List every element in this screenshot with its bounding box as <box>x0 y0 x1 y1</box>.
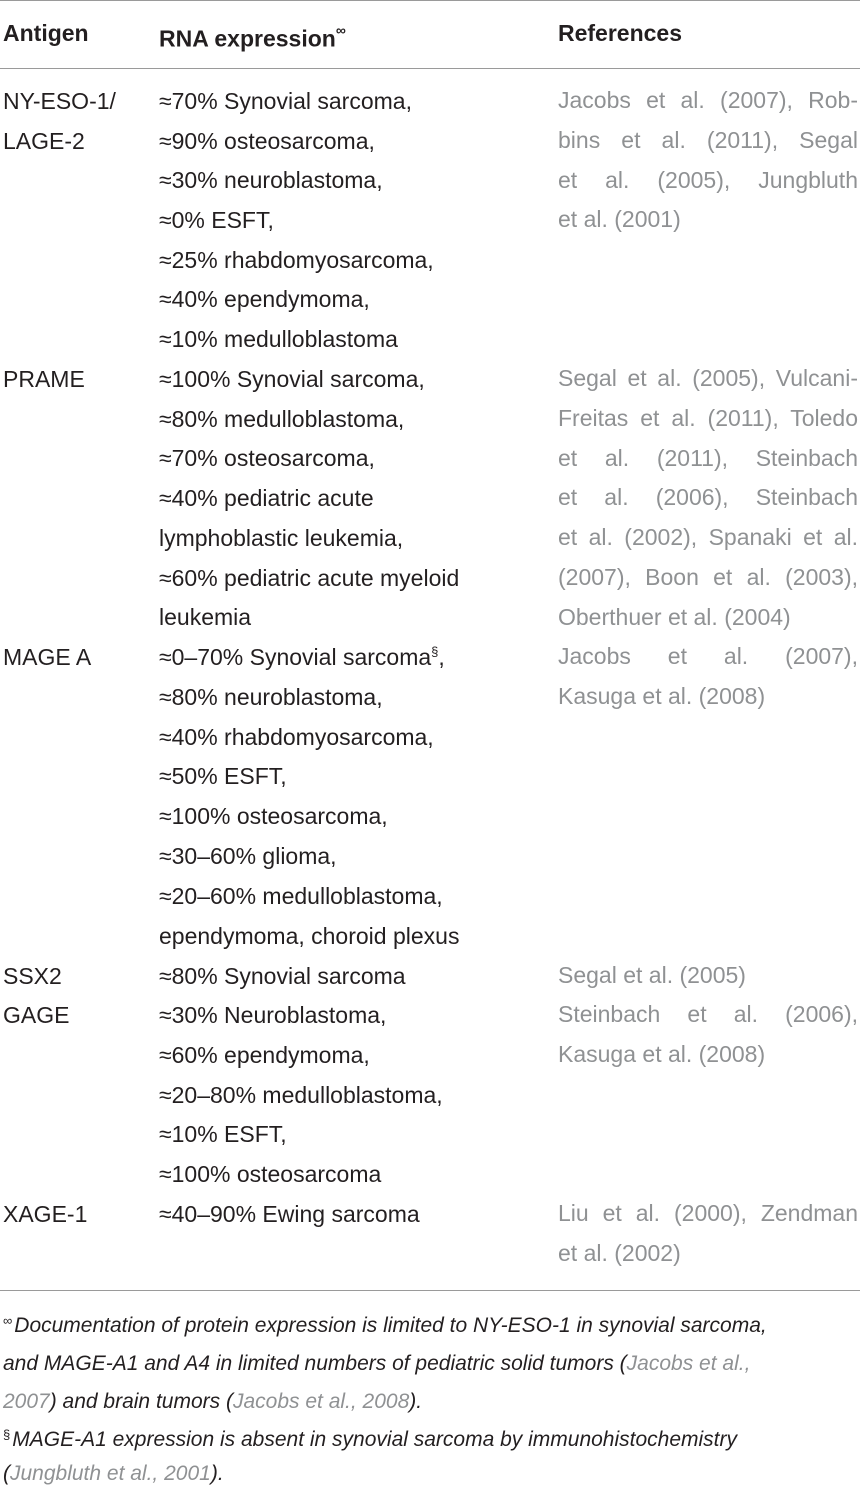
expression-line: ≈60% ependymoma, <box>159 1042 370 1068</box>
rna-expression-footnote-mark: ∞ <box>335 22 346 38</box>
expression-line: ≈70% osteosarcoma, <box>159 445 375 471</box>
reference-line: et al. (2002), Spanaki et al. <box>558 524 858 550</box>
reference-line: (2007), Boon et al. (2003), <box>558 563 858 590</box>
expression-line: ≈10% medulloblastoma <box>159 326 398 352</box>
column-header-references: References <box>558 20 683 46</box>
reference-line: Liu et al. (2000), Zendman <box>558 1200 858 1226</box>
reference-line: et al. (2006), Steinbach <box>558 484 858 511</box>
expression-text: ≈0–70% Synovial sarcoma <box>159 644 432 670</box>
reference-line: Segal et al. (2005) <box>558 962 746 988</box>
references-cell <box>558 359 858 637</box>
reference-line: Steinbach et al. (2006), <box>558 1001 858 1027</box>
expression-line: ≈100% Synovial sarcoma, <box>159 366 425 392</box>
reference-line: Jacobs et al. (2007), Rob- <box>558 87 858 113</box>
footnote-text: ) and brain tumors ( <box>49 1390 233 1413</box>
footnote-citation-link[interactable]: 2007 <box>3 1390 50 1413</box>
expression-line: ≈80% Synovial sarcoma <box>159 963 406 989</box>
reference-line: Oberthuer et al. (2004) <box>558 603 791 630</box>
footnote-text: ( <box>3 1462 10 1485</box>
reference-line: et al. (2005), Jungbluth <box>558 166 858 193</box>
footnote-citation-link[interactable]: Jacobs et al., 2008 <box>232 1390 410 1413</box>
expression-line: ≈100% osteosarcoma <box>159 1161 382 1187</box>
footnote-citation-link[interactable]: Jungbluth et al., 2001 <box>10 1462 211 1485</box>
reference-line: et al. (2002) <box>558 1239 681 1266</box>
footnote-text: ). <box>210 1462 224 1485</box>
expression-line: ≈20–80% medulloblastoma, <box>159 1082 443 1108</box>
reference-line: Kasuga et al. (2008) <box>558 682 766 709</box>
reference-line: Segal et al. (2005), Vulcani- <box>558 365 858 391</box>
expression-line: ependymoma, choroid plexus <box>159 923 460 949</box>
footnote-text: Documentation of protein expression is limited to NY-ESO-1 in synovial sarcoma, <box>14 1314 767 1337</box>
header-rule <box>0 68 860 69</box>
reference-line: Jacobs et al. (2007), <box>558 643 858 669</box>
expression-line: leukemia <box>159 604 252 630</box>
expression-text-tail: , <box>438 644 445 670</box>
expression-line: ≈30% neuroblastoma, <box>159 167 383 193</box>
footnote-text: ). <box>409 1390 423 1413</box>
expression-line: ≈30% Neuroblastoma, <box>159 1002 387 1028</box>
footnote-citation-link[interactable]: Jacobs et al., <box>626 1352 751 1375</box>
expression-line: ≈100% osteosarcoma, <box>159 803 388 829</box>
footnote-2-line-1 <box>3 1425 737 1457</box>
antigen-cell: SSX2 <box>3 963 62 989</box>
expression-line: ≈30–60% glioma, <box>159 843 337 869</box>
expression-line: ≈20–60% medulloblastoma, <box>159 883 443 909</box>
column-header-antigen: Antigen <box>3 20 89 46</box>
footnote-1-line-3 <box>3 1387 422 1417</box>
antigen-cell: LAGE-2 <box>3 128 85 154</box>
references-cell <box>558 81 858 240</box>
rna-expression-label: RNA expression <box>159 25 336 52</box>
reference-line: Freitas et al. (2011), Toledo <box>558 404 858 431</box>
expression-line: ≈80% medulloblastoma, <box>159 406 405 432</box>
footnote-symbol: § <box>3 1427 11 1442</box>
references-cell <box>558 956 858 996</box>
expression-line: ≈10% ESFT, <box>159 1121 287 1147</box>
expression-line: ≈70% Synovial sarcoma, <box>159 88 412 114</box>
antigen-cell: NY-ESO-1/ <box>3 88 116 114</box>
reference-line: bins et al. (2011), Segal <box>558 126 858 153</box>
antigen-cell: MAGE A <box>3 644 92 670</box>
footnote-symbol: ∞ <box>3 1313 13 1328</box>
antigen-cell: PRAME <box>3 366 85 392</box>
expression-line: lymphoblastic leukemia, <box>159 525 404 551</box>
table-bottom-rule <box>0 1290 860 1291</box>
reference-line: et al. (2001) <box>558 206 681 233</box>
reference-line: Kasuga et al. (2008) <box>558 1040 766 1067</box>
references-cell <box>558 637 858 717</box>
expression-line: ≈60% pediatric acute myeloid <box>159 565 460 591</box>
reference-line: et al. (2011), Steinbach <box>558 444 858 471</box>
footnote-text: MAGE-A1 expression is absent in synovial sarcoma by immunohistochemistry <box>12 1428 738 1451</box>
expression-line <box>159 642 445 676</box>
expression-line: ≈40% pediatric acute <box>159 485 374 511</box>
footnote-mark: § <box>431 644 439 659</box>
references-cell <box>558 1194 858 1274</box>
expression-line: ≈40% ependymoma, <box>159 286 370 312</box>
expression-line: ≈25% rhabdomyosarcoma, <box>159 247 434 273</box>
table-top-rule <box>0 0 860 1</box>
footnote-2-line-2 <box>3 1459 224 1489</box>
expression-line: ≈40% rhabdomyosarcoma, <box>159 724 434 750</box>
references-cell <box>558 995 858 1075</box>
footnote-text: and MAGE-A1 and A4 in limited numbers of pediatric solid tumors ( <box>3 1352 627 1375</box>
expression-line: ≈0% ESFT, <box>159 207 274 233</box>
column-header-rna-expression <box>159 18 346 54</box>
expression-line: ≈40–90% Ewing sarcoma <box>159 1201 420 1227</box>
expression-line: ≈50% ESFT, <box>159 763 287 789</box>
expression-line: ≈90% osteosarcoma, <box>159 128 375 154</box>
expression-line: ≈80% neuroblastoma, <box>159 684 383 710</box>
footnote-1-line-2 <box>3 1349 750 1379</box>
footnote-1-line-1 <box>3 1311 767 1343</box>
antigen-cell: XAGE-1 <box>3 1201 88 1227</box>
antigen-cell: GAGE <box>3 1002 70 1028</box>
